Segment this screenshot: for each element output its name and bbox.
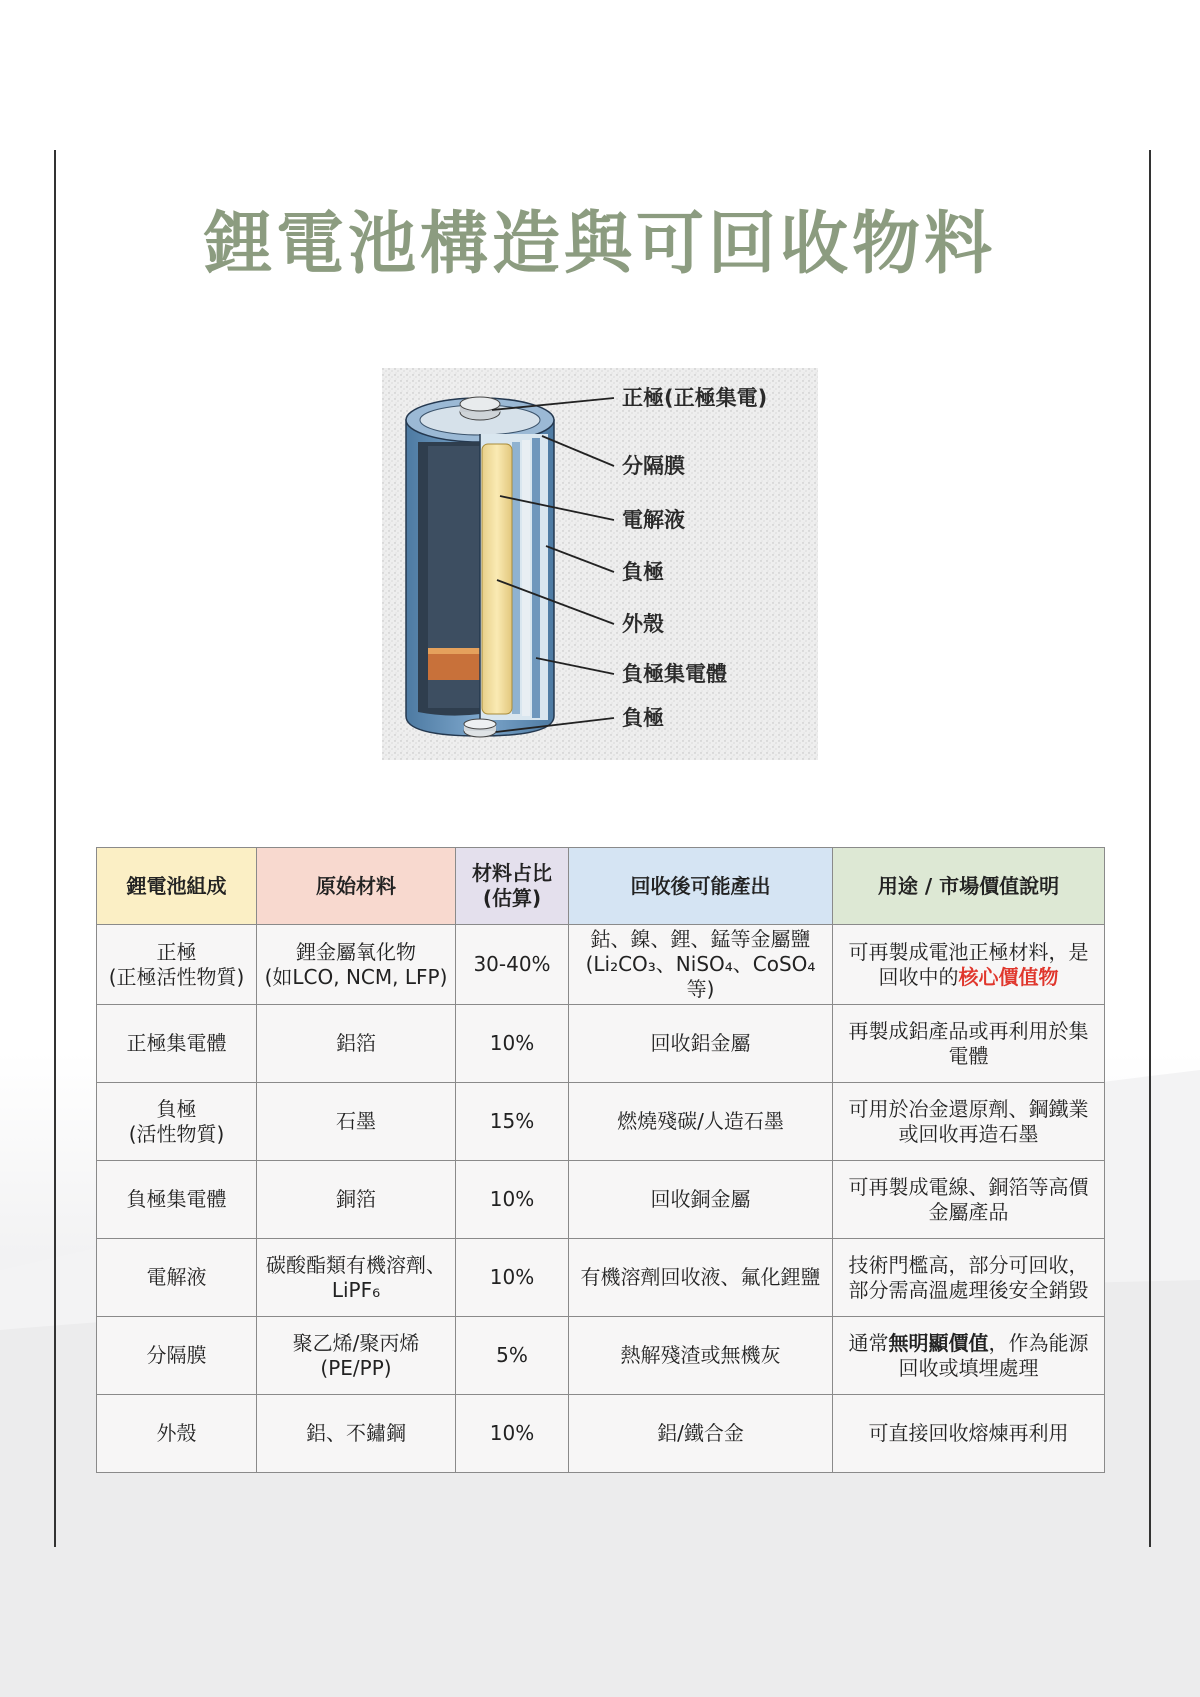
cell-material: 鋰金屬氧化物 (如LCO, NCM, LFP) [257, 925, 456, 1005]
cell-output: 回收鋁金屬 [569, 1005, 833, 1083]
page-border-right [1149, 150, 1151, 1547]
table-row [97, 1083, 1105, 1161]
use-highlight: 核心價值物 [958, 964, 1059, 989]
cell-component: 電解液 [97, 1239, 257, 1317]
header-use: 用途 / 市場價值說明 [833, 848, 1105, 925]
cell-ratio: 15% [456, 1083, 569, 1161]
cell-ratio: 10% [456, 1239, 569, 1317]
use-text: 可再製成電池正極材料，是 回收中的 [848, 939, 1089, 989]
table-row [97, 925, 1105, 1005]
cell-ratio: 10% [456, 1395, 569, 1473]
cell-output: 回收銅金屬 [569, 1161, 833, 1239]
header-component: 鋰電池組成 [97, 848, 257, 925]
cell-material: 銅箔 [257, 1161, 456, 1239]
recycling-table [96, 847, 1105, 1473]
diagram-label-anode-terminal: 負極 [622, 706, 664, 730]
cell-output: 燃燒殘碳/人造石墨 [569, 1083, 833, 1161]
cell-component: 分隔膜 [97, 1317, 257, 1395]
diagram-label-casing: 外殼 [622, 612, 664, 636]
table-row [97, 1395, 1105, 1473]
header-material: 原始材料 [257, 848, 456, 925]
cell-use: 技術門檻高，部分可回收， 部分需高溫處理後安全銷毀 [833, 1239, 1105, 1317]
cell-output: 熱解殘渣或無機灰 [569, 1317, 833, 1395]
diagram-label-anode-collector: 負極集電體 [622, 662, 727, 686]
cell-material: 石墨 [257, 1083, 456, 1161]
table-row [97, 1317, 1105, 1395]
diagram-label-electrolyte: 電解液 [622, 508, 685, 532]
use-text-tail: ，作為能源 回收或填埋處理 [898, 1330, 1089, 1380]
table-row [97, 1161, 1105, 1239]
cell-component: 外殼 [97, 1395, 257, 1473]
cell-component: 負極 (活性物質) [97, 1083, 257, 1161]
table-header-row [97, 848, 1105, 925]
table-row [97, 1005, 1105, 1083]
cell-use [833, 925, 1105, 1005]
copper-band [428, 654, 480, 680]
cell-ratio: 10% [456, 1161, 569, 1239]
cell-use: 再製成鋁產品或再利用於集 電體 [833, 1005, 1105, 1083]
cell-material: 聚乙烯/聚丙烯 (PE/PP) [257, 1317, 456, 1395]
cell-material: 碳酸酯類有機溶劑、 LiPF₆ [257, 1239, 456, 1317]
cell-use: 可直接回收熔煉再利用 [833, 1395, 1105, 1473]
cell-output: 有機溶劑回收液、氟化鋰鹽 [569, 1239, 833, 1317]
cell-component: 負極集電體 [97, 1161, 257, 1239]
cell-use: 可再製成電線、銅箔等高價 金屬產品 [833, 1161, 1105, 1239]
header-output: 回收後可能產出 [569, 848, 833, 925]
cell-ratio: 30-40% [456, 925, 569, 1005]
table-row [97, 1239, 1105, 1317]
page-border-left [54, 150, 56, 1547]
use-text: 通常 [848, 1330, 889, 1355]
cell-material: 鋁箔 [257, 1005, 456, 1083]
diagram-label-anode: 負極 [622, 560, 664, 584]
diagram-label-separator: 分隔膜 [622, 454, 685, 478]
battery-diagram [382, 368, 818, 760]
cell-component: 正極 (正極活性物質) [97, 925, 257, 1005]
header-ratio: 材料占比 (估算) [456, 848, 569, 925]
cathode-layer [482, 444, 512, 714]
cell-ratio: 10% [456, 1005, 569, 1083]
page-title: 鋰電池構造與可回收物料 [203, 204, 996, 284]
cell-use: 可用於冶金還原劑、鋼鐵業 或回收再造石墨 [833, 1083, 1105, 1161]
use-highlight: 無明顯價值 [888, 1330, 989, 1355]
diagram-label-cathode-collector: 正極(正極集電) [622, 386, 768, 410]
cell-output: 鈷、鎳、鋰、錳等金屬鹽 (Li₂CO₃、NiSO₄、CoSO₄等) [569, 925, 833, 1005]
cell-ratio: 5% [456, 1317, 569, 1395]
cell-component: 正極集電體 [97, 1005, 257, 1083]
cell-use [833, 1317, 1105, 1395]
cell-material: 鋁、不鏽鋼 [257, 1395, 456, 1473]
cell-output: 鋁/鐵合金 [569, 1395, 833, 1473]
